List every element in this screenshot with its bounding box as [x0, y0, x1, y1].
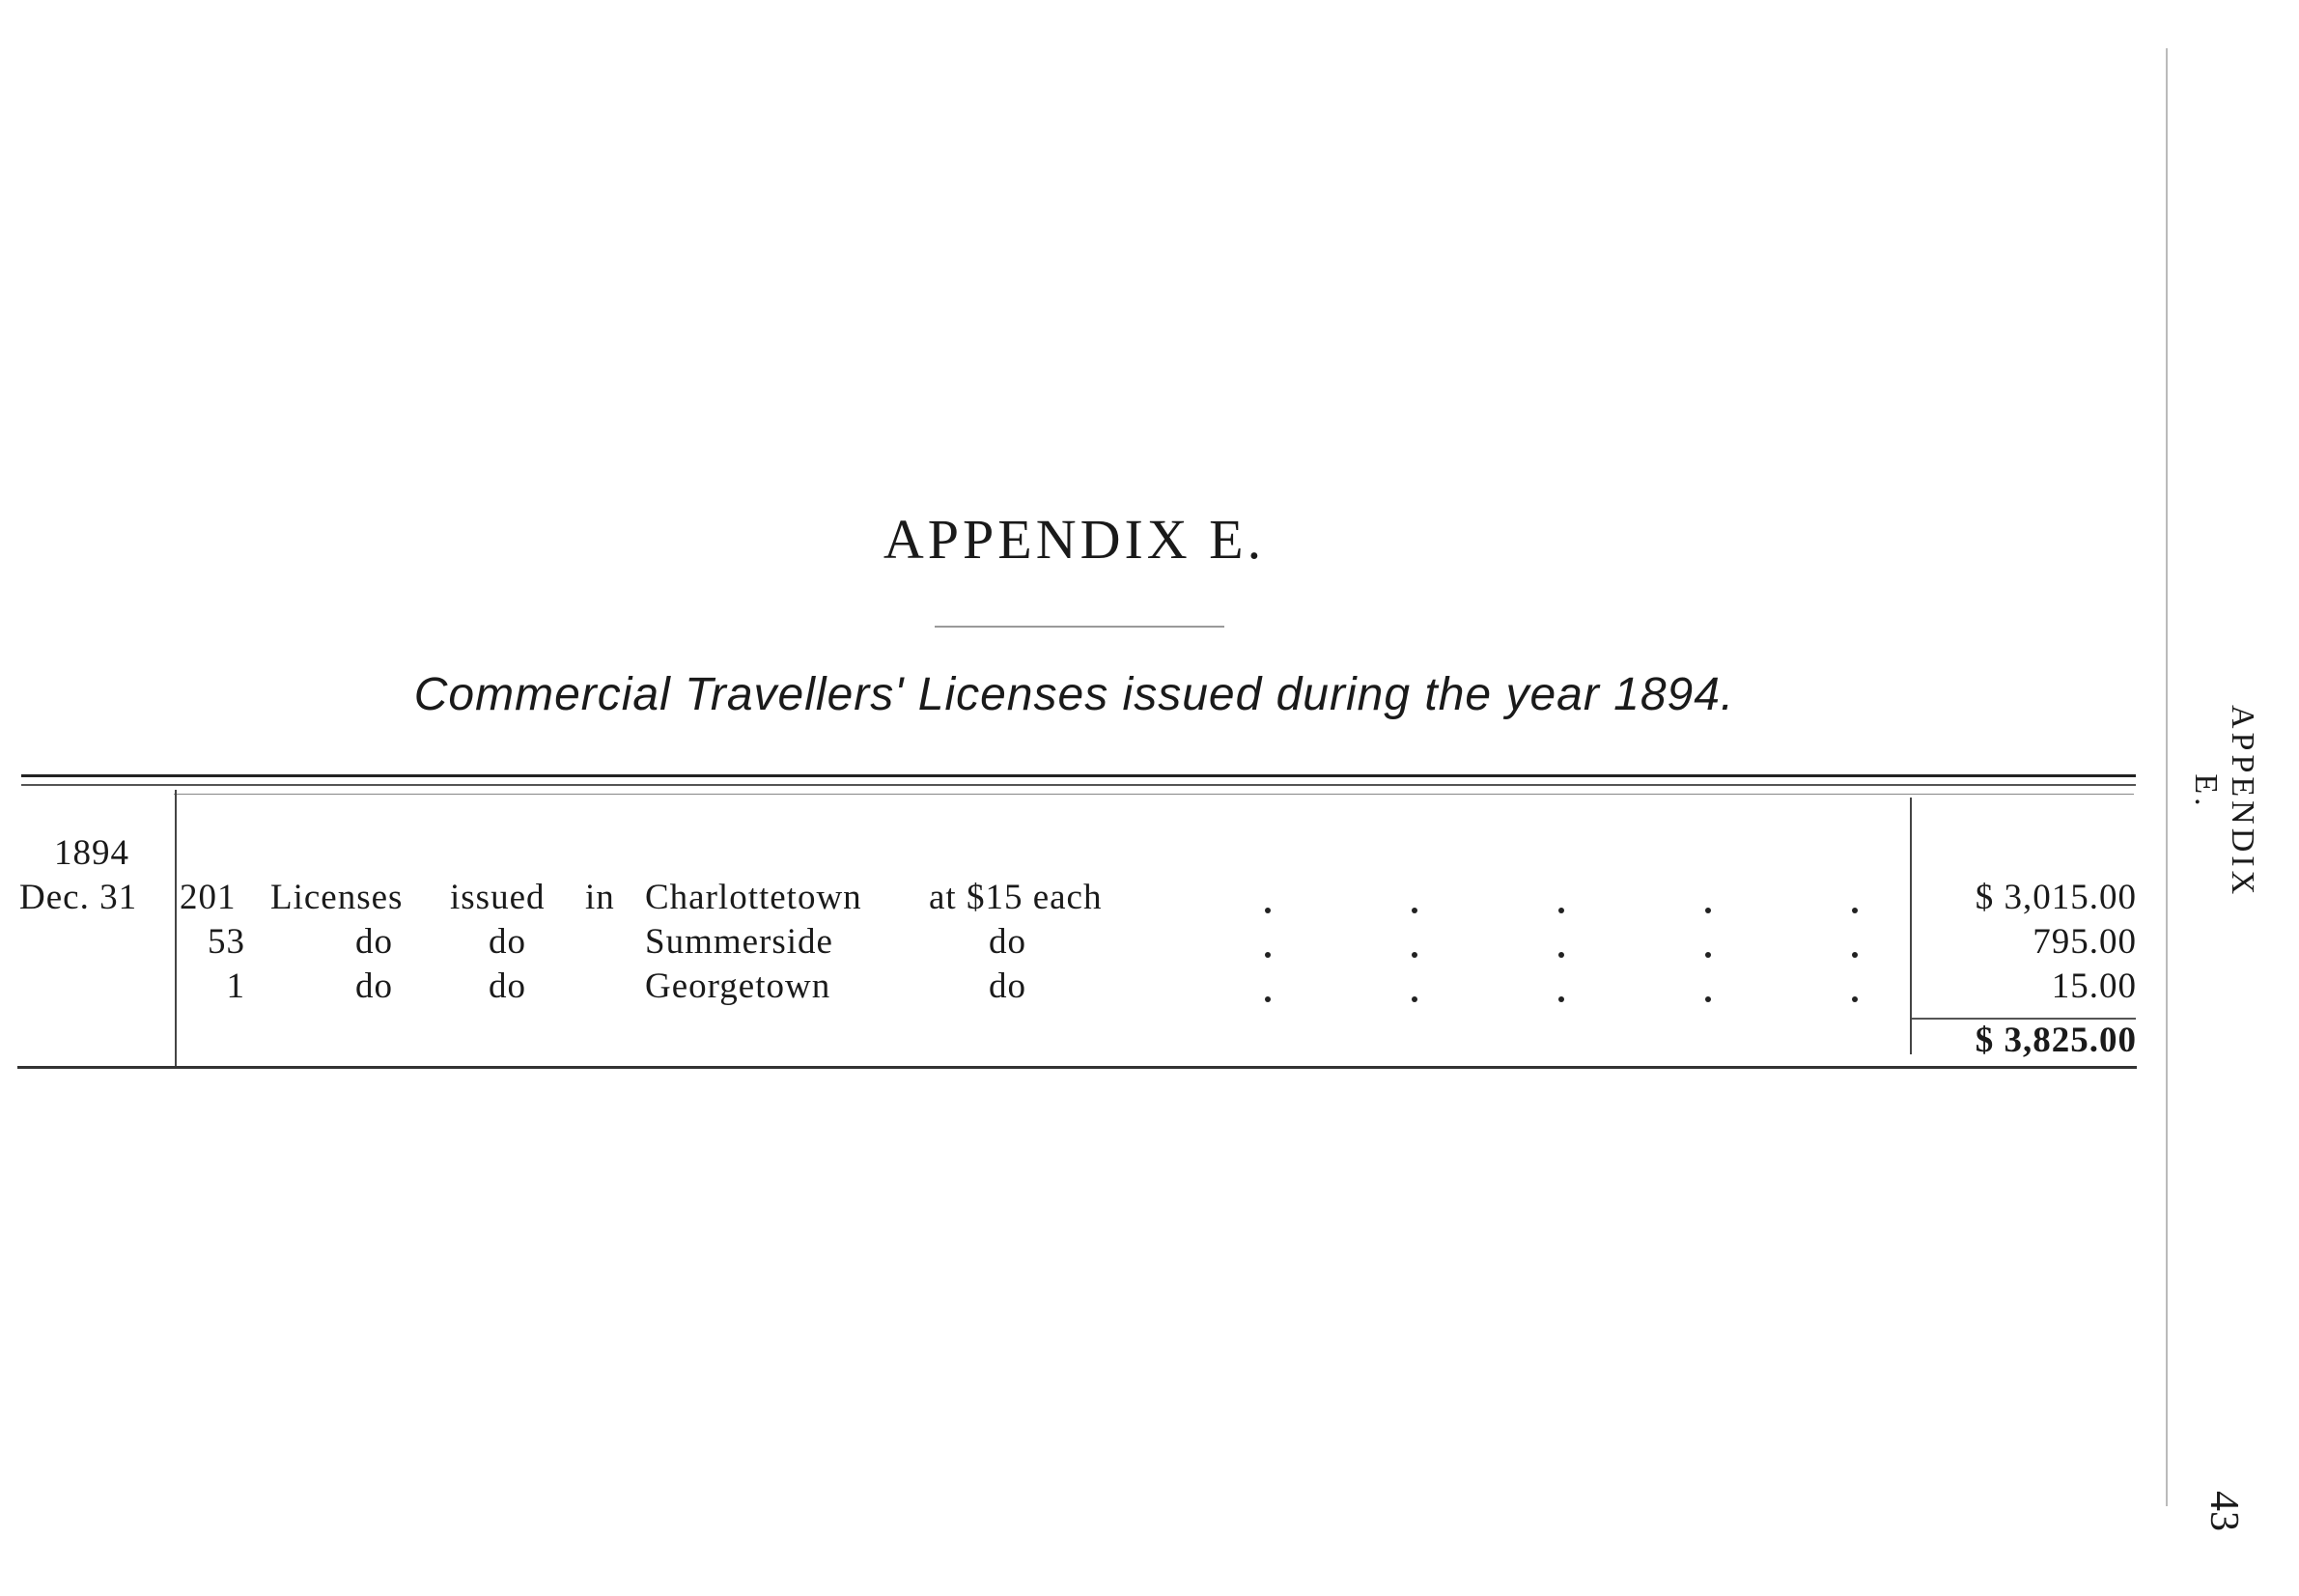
- row-rate: at $15 each: [929, 878, 1103, 917]
- leader-dot: [1852, 952, 1858, 958]
- row-count: 53: [208, 922, 245, 962]
- table-top-rule-inner: [21, 784, 2136, 786]
- leader-dot: [1705, 952, 1711, 958]
- row-item: do: [355, 922, 393, 962]
- leader-dot: [1852, 908, 1858, 913]
- page-number: 43: [2201, 1491, 2246, 1531]
- leader-dot: [1705, 908, 1711, 913]
- leader-dot: [1412, 908, 1417, 913]
- leader-dot: [1558, 952, 1564, 958]
- leader-dot: [1265, 952, 1271, 958]
- row-count: 1: [226, 966, 245, 1006]
- total-amount: $ 3,825.00: [1975, 1021, 2137, 1060]
- row-item: Licenses: [270, 878, 404, 917]
- table-caption: Commercial Travellers' Licenses issued during the year 1894.: [413, 669, 1735, 720]
- leader-dot: [1265, 996, 1271, 1002]
- row-place: Summerside: [645, 922, 833, 962]
- row-place: Charlottetown: [645, 878, 862, 917]
- entry-year: 1894: [54, 833, 129, 873]
- leader-dot: [1558, 908, 1564, 913]
- row-item: do: [355, 966, 393, 1006]
- row-verb: do: [489, 966, 526, 1006]
- row-verb: do: [489, 922, 526, 962]
- page-title: APPENDIX E.: [883, 508, 1266, 571]
- row-amount: $ 3,015.00: [1975, 878, 2137, 917]
- row-place: Georgetown: [645, 966, 831, 1006]
- table-top-rule: [21, 774, 2136, 777]
- row-rate: do: [989, 922, 1026, 962]
- amount-column-divider: [1910, 798, 1912, 1054]
- table-header-rule: [174, 794, 2134, 795]
- row-amount: 795.00: [2033, 922, 2137, 962]
- page-margin-rule: [2166, 48, 2168, 1506]
- row-amount: 15.00: [2051, 966, 2137, 1006]
- leader-dot: [1412, 952, 1417, 958]
- running-head: APPENDIX E.: [2188, 705, 2260, 899]
- leader-dot: [1852, 996, 1858, 1002]
- row-count: 201: [180, 878, 237, 917]
- entry-date: Dec. 31: [19, 878, 138, 917]
- leader-dot: [1265, 908, 1271, 913]
- row-prep: in: [585, 878, 615, 917]
- leader-dot: [1705, 996, 1711, 1002]
- row-verb: issued: [450, 878, 546, 917]
- title-divider: [935, 626, 1224, 628]
- table-bottom-rule: [17, 1066, 2137, 1069]
- leader-dot: [1412, 996, 1417, 1002]
- row-rate: do: [989, 966, 1026, 1006]
- leader-dot: [1558, 996, 1564, 1002]
